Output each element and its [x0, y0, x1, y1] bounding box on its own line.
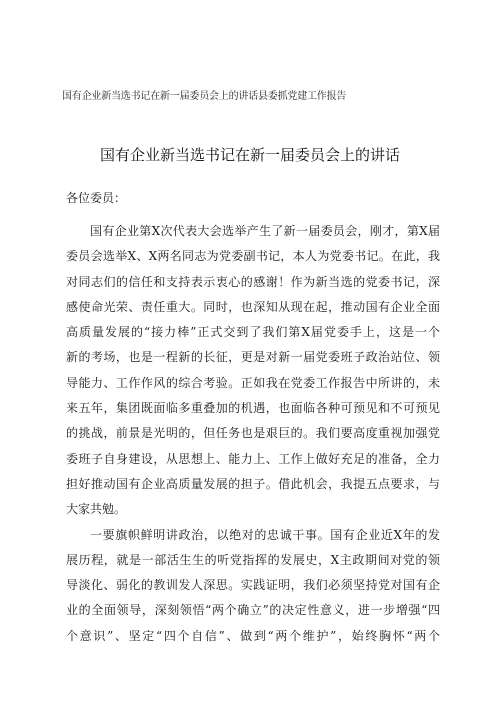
text-line: 国有企业第X次代表大会选举产生了新一届委员会，刚才，第X届 — [90, 224, 440, 238]
text-line: 感使命光荣、责任重大。同时，也深知从现在起，推动国有企业全面 — [66, 299, 440, 314]
salutation: 各位委员： — [66, 191, 127, 205]
text-line: 一要旗帜鲜明讲政治，以绝对的忠诚干事。国有企业近X年的发 — [90, 527, 440, 542]
text-line: 新的考场，也是一程新的长征，更是对新一届党委班子政治站位、领 — [66, 350, 440, 365]
text-line: 展历程，就是一部活生生的听党指挥的发展史，X主政期间对党的领 — [66, 552, 440, 567]
text-line: 大家共勉。 — [66, 502, 127, 517]
document-title: 国有企业新当选书记在新一届委员会上的讲话 — [99, 146, 400, 164]
body-text — [66, 219, 440, 649]
text-line: 担好推动国有企业高质量发展的担子。借此机会，我提五点要求，与 — [66, 476, 440, 491]
text-line: 高质量发展的“接力棒”正式交到了我们第X届党委手上，这是一个 — [66, 325, 440, 340]
text-line: 委员会选举X、X两名同志为党委副书记，本人为党委书记。在此，我 — [66, 249, 440, 264]
text-line: 导能力、工作作风的综合考验。正如我在党委工作报告中所讲的，未 — [66, 375, 440, 390]
text-line: 个意识”、坚定“四个自信”、做到“两个维护”，始终胸怀“两个 — [66, 628, 440, 643]
text-line: 业的全面领导，深刻领悟“两个确立”的决定性意义，进一步增强“四 — [66, 603, 440, 618]
text-line: 委班子自身建设，从思想上、能力上、工作上做好充足的准备，全力 — [66, 451, 440, 466]
running-header: 国有企业新当选书记在新一届委员会上的讲话县委抓党建工作报告 — [62, 91, 347, 102]
text-line: 导淡化、弱化的教训发人深思。实践证明，我们必须坚持党对国有企 — [66, 578, 440, 593]
text-line: 来五年，集团既面临多重叠加的机遇，也面临各种可预见和不可预见 — [66, 401, 440, 416]
text-line: 的挑战，前景是光明的，但任务也是艰巨的。我们要高度重视加强党 — [66, 426, 440, 441]
text-line: 对同志们的信任和支持表示衷心的感谢！作为新当选的党委书记，深 — [66, 274, 440, 289]
